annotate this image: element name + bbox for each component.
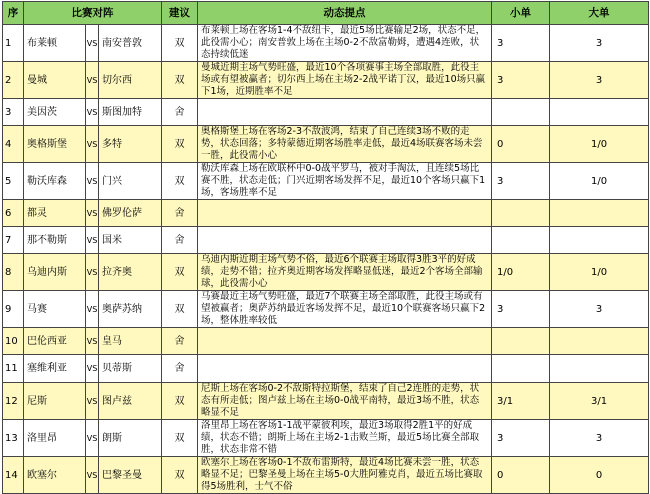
advice-cell: 双 [162,62,198,99]
home-team: 勒沃库森 [24,163,86,200]
home-team: 曼城 [24,62,86,99]
big-cell [550,99,649,126]
advice-cell: 双 [162,163,198,200]
big-cell: 1/0 [550,254,649,291]
row-index: 13 [3,420,24,457]
hint-cell: 欧塞尔上场在客场0-1不敌布雷斯特，最近4场比赛未尝一胜，状态略显不足；巴黎圣曼上场在主场5-0大胜阿雅克肖，最近五场比赛取得5场胜利，士气不俗 [198,457,492,494]
away-team: 皇马 [99,328,162,355]
big-cell: 1/0 [550,163,649,200]
small-cell [492,200,550,227]
row-index: 5 [3,163,24,200]
header-hint: 动态提点 [198,2,492,25]
advice-cell: 舍 [162,355,198,383]
vs-label: VS [86,420,99,457]
advice-cell: 舍 [162,200,198,227]
big-cell [550,200,649,227]
vs-label: VS [86,457,99,494]
table-row [3,254,649,291]
table-row [3,227,649,254]
vs-label: VS [86,355,99,383]
table-row [3,355,649,383]
table-body [3,25,649,494]
row-index: 2 [3,62,24,99]
home-team: 奥格斯堡 [24,126,86,163]
advice-cell: 双 [162,25,198,62]
table-row [3,126,649,163]
table-row [3,62,649,99]
small-cell: 3 [492,62,550,99]
hint-cell: 布莱顿上场在客场1-4不敌纽卡，最近5场比赛输足2场，状态不足，此役需小心；南安普敦上场在主场0-2不敌富勒姆，遭遇4连败，状态持续低迷 [198,25,492,62]
big-cell [550,355,649,383]
header-match: 比赛对阵 [24,2,162,25]
small-cell: 0 [492,457,550,494]
hint-cell: 乌迪内斯近期主场气势不俗，最近6个联赛主场取得3胜3平的好成绩，走势不错；拉齐奥近期客场发挥略显低迷，最近2个客场全部输球，此役需小心 [198,254,492,291]
advice-cell: 双 [162,291,198,328]
away-team: 巴黎圣曼 [99,457,162,494]
small-cell [492,227,550,254]
hint-cell: 洛里昂上场在客场1-1战平蒙彼利埃，最近3场取得2胜1平的好成绩，状态不错；朗斯上场在主场2-1击败兰斯，最近5场比赛全部取胜，状态非常不错 [198,420,492,457]
away-team: 朗斯 [99,420,162,457]
hint-cell: 奥格斯堡上场在客场2-3不敌波鸿，结束了自己连续3场不败的走势，状态回落；多特蒙德近期客场胜率走低，最近4场联赛客场未尝一胜，此役需小心 [198,126,492,163]
home-team: 美因茨 [24,99,86,126]
home-team: 乌迪内斯 [24,254,86,291]
table-row [3,25,649,62]
row-index: 11 [3,355,24,383]
header-advice: 建议 [162,2,198,25]
big-cell: 3 [550,62,649,99]
table-row [3,291,649,328]
home-team: 巴伦西亚 [24,328,86,355]
home-team: 塞维利亚 [24,355,86,383]
vs-label: VS [86,291,99,328]
header-row [3,2,649,25]
advice-cell: 双 [162,420,198,457]
advice-cell: 舍 [162,227,198,254]
home-team: 马赛 [24,291,86,328]
hint-cell: 勒沃库森上场在欧联杯中0-0战平罗马，被对手淘汰，且连续5场比赛不胜，状态走低；门兴近期客场发挥不足，最近10个客场只赢下1场，客场胜率不足 [198,163,492,200]
away-team: 斯图加特 [99,99,162,126]
vs-label: VS [86,383,99,420]
away-team: 拉齐奥 [99,254,162,291]
small-cell: 3 [492,291,550,328]
home-team: 都灵 [24,200,86,227]
row-index: 4 [3,126,24,163]
small-cell: 3 [492,420,550,457]
big-cell: 0 [550,457,649,494]
away-team: 切尔西 [99,62,162,99]
match-table [2,1,649,494]
vs-label: VS [86,99,99,126]
row-index: 1 [3,25,24,62]
table-row [3,420,649,457]
home-team: 欧塞尔 [24,457,86,494]
big-cell: 3 [550,25,649,62]
row-index: 12 [3,383,24,420]
small-cell [492,99,550,126]
table-row [3,163,649,200]
row-index: 3 [3,99,24,126]
big-cell [550,227,649,254]
header-index: 序 [3,2,24,25]
hint-cell [198,355,492,383]
hint-cell [198,200,492,227]
advice-cell: 双 [162,383,198,420]
small-cell: 3 [492,163,550,200]
home-team: 那不勒斯 [24,227,86,254]
away-team: 南安普敦 [99,25,162,62]
away-team: 贝蒂斯 [99,355,162,383]
big-cell: 3 [550,291,649,328]
row-index: 14 [3,457,24,494]
vs-label: VS [86,200,99,227]
hint-cell: 马赛最近主场气势旺盛，最近7个联赛主场全部取胜，此役主场或有望被赢者；奥萨苏纳最近客场发挥不足，最近10个联赛客场只赢下2场，整体胜率较低 [198,291,492,328]
home-team: 尼斯 [24,383,86,420]
vs-label: VS [86,254,99,291]
advice-cell: 双 [162,126,198,163]
small-cell [492,355,550,383]
home-team: 洛里昂 [24,420,86,457]
small-cell: 3/1 [492,383,550,420]
hint-cell [198,328,492,355]
header-big: 大单 [550,2,649,25]
vs-label: VS [86,25,99,62]
away-team: 图卢兹 [99,383,162,420]
small-cell: 1/0 [492,254,550,291]
vs-label: VS [86,328,99,355]
advice-cell: 双 [162,254,198,291]
hint-cell [198,99,492,126]
table-row [3,200,649,227]
advice-cell: 舍 [162,99,198,126]
hint-cell: 尼斯上场在客场0-2不敌斯特拉斯堡，结束了自己2连胜的走势，状态有所走低；图卢兹上场在主场0-0战平南特，最近3场不胜，状态略显不足 [198,383,492,420]
table-row [3,383,649,420]
home-team: 布莱顿 [24,25,86,62]
away-team: 佛罗伦萨 [99,200,162,227]
away-team: 国米 [99,227,162,254]
small-cell: 0 [492,126,550,163]
big-cell: 1/0 [550,126,649,163]
away-team: 奥萨苏纳 [99,291,162,328]
small-cell [492,328,550,355]
row-index: 10 [3,328,24,355]
away-team: 门兴 [99,163,162,200]
table-row [3,457,649,494]
vs-label: VS [86,227,99,254]
vs-label: VS [86,126,99,163]
table-row [3,99,649,126]
row-index: 7 [3,227,24,254]
row-index: 6 [3,200,24,227]
row-index: 9 [3,291,24,328]
big-cell [550,328,649,355]
advice-cell: 舍 [162,328,198,355]
big-cell: 3 [550,420,649,457]
vs-label: VS [86,163,99,200]
small-cell: 3 [492,25,550,62]
row-index: 8 [3,254,24,291]
big-cell: 3/1 [550,383,649,420]
table-row [3,328,649,355]
header-small: 小单 [492,2,550,25]
advice-cell: 双 [162,457,198,494]
hint-cell: 曼城近期主场气势旺盛，最近10个各项赛事主场全部取胜，此役主场或有望被赢者；切尔西上场在主场2-2战平诺丁汉，最近10场只赢下1场，近期胜率不足 [198,62,492,99]
away-team: 多特 [99,126,162,163]
vs-label: VS [86,62,99,99]
hint-cell [198,227,492,254]
